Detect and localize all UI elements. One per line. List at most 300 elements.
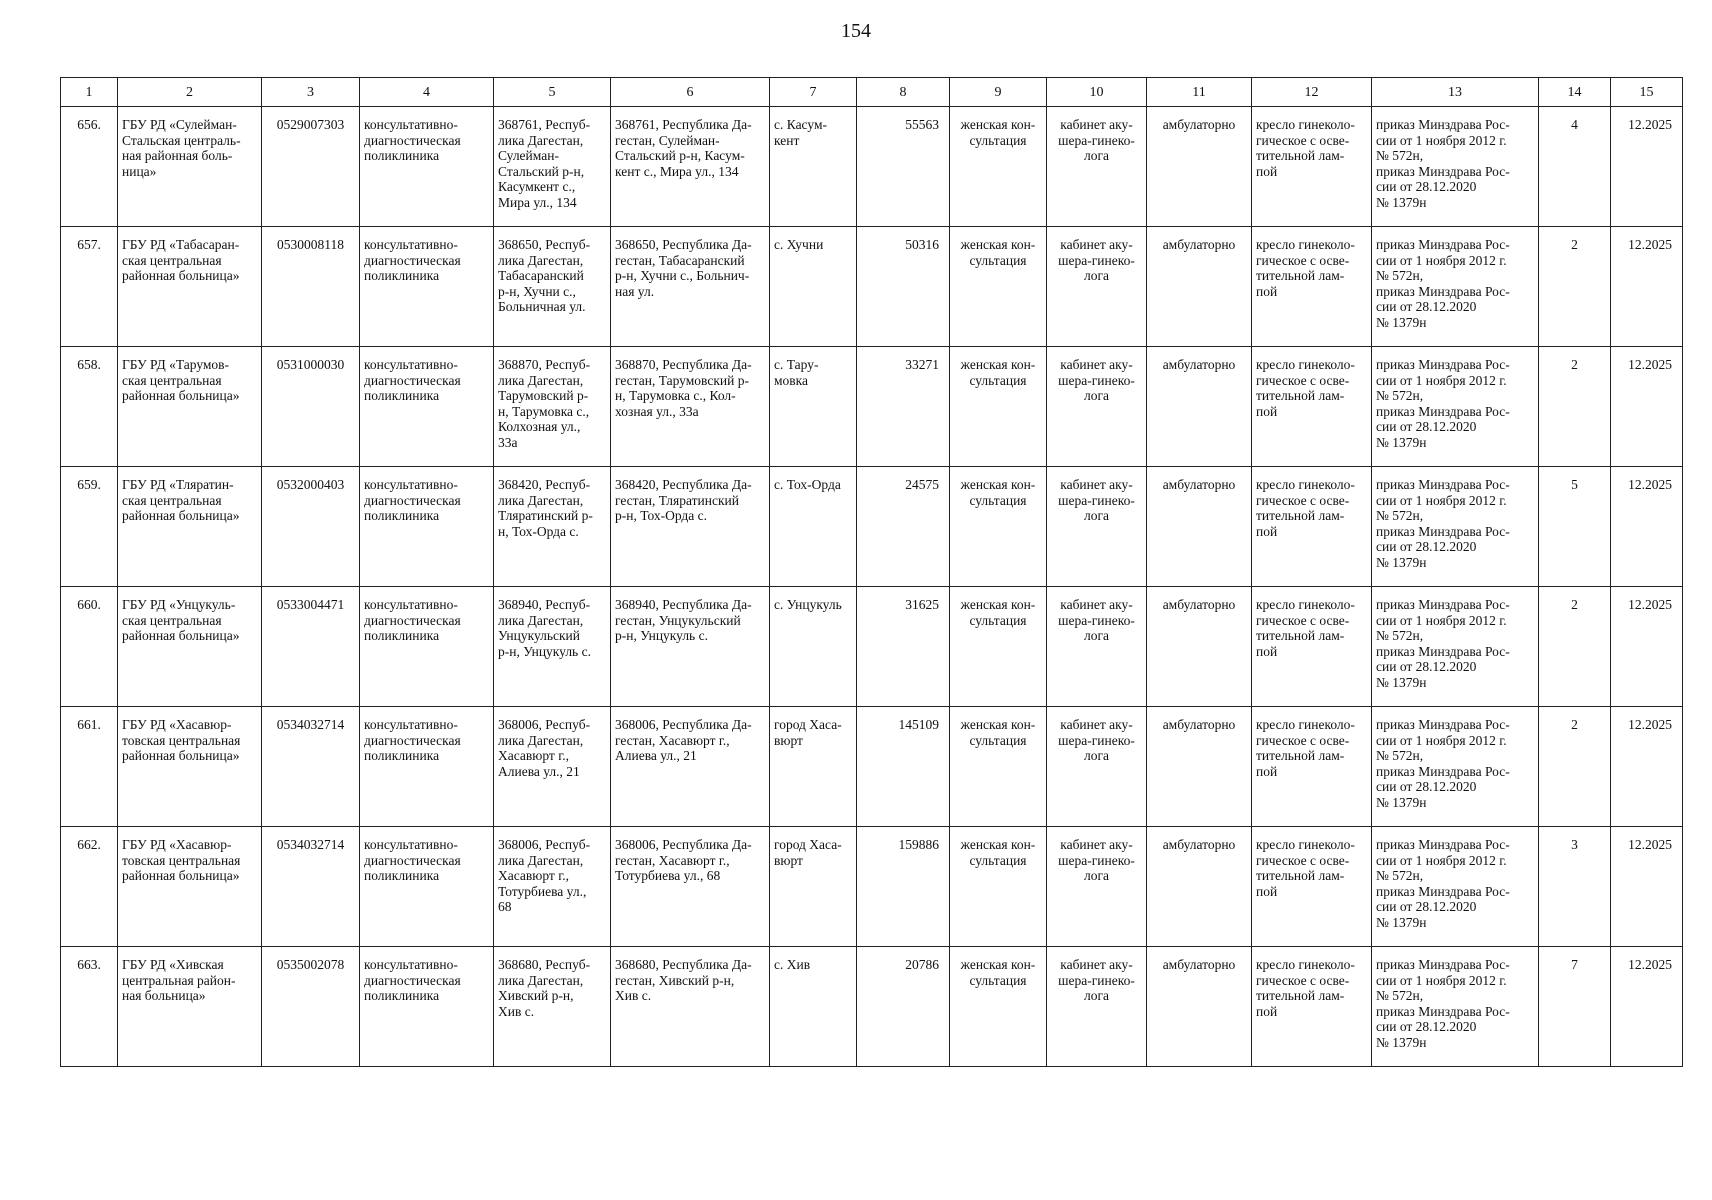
equipment-cell [1252,827,1372,947]
locality-cell-line: город Хаса- [774,837,842,852]
quantity-cell: 5 [1539,467,1611,587]
division-cell-line: женская кон- [960,597,1036,612]
organization-cell-line: ГБУ РД «Хасавюр- [122,717,232,732]
room-cell-line: кабинет аку- [1060,477,1133,492]
room-cell-line: шера-гинеко- [1058,132,1135,148]
population-cell: 20786 [857,947,950,1067]
date-cell: 12.2025 [1611,227,1683,347]
division-cell-line: женская кон- [960,237,1036,252]
equipment-cell [1252,947,1372,1067]
room-cell-line: лога [1083,748,1110,763]
actual-address-cell-line: р-н, Хучни с., Больнич- [615,268,750,283]
institution-type-cell-line: диагностическая [364,612,461,628]
locality-cell [770,107,857,227]
order-cell-line: приказ Минздрава Рос- [1376,117,1510,132]
division-cell-line: сультация [969,972,1027,988]
institution-type-cell-line: диагностическая [364,492,461,508]
population-cell: 159886 [857,827,950,947]
equipment-cell-line: кресло гинеколо- [1256,237,1355,252]
column-header-13: 13 [1372,78,1539,107]
legal-address-cell-line: Алиева ул., 21 [498,763,580,779]
division-cell-line: сультация [969,732,1027,748]
legal-address-cell-line: Больничная ул. [498,299,586,314]
quantity-cell: 2 [1539,707,1611,827]
equipment-cell [1252,227,1372,347]
legal-address-cell-line: Хивский р-н, [498,988,574,1003]
table-row [61,947,1683,1067]
room-cell [1047,467,1147,587]
legal-address-cell-line: 368680, Респуб- [498,957,591,972]
legal-address-cell-line: р-н, Хучни с., [498,283,576,299]
locality-cell [770,947,857,1067]
legal-address-cell-line: Сулейман- [498,148,559,163]
order-cell-line: № 572н, [1376,148,1424,163]
legal-address-cell [494,467,611,587]
division-cell [950,947,1047,1067]
code-cell: 0529007303 [262,107,360,227]
order-cell-line: сии от 28.12.2020 [1376,539,1477,554]
code-cell: 0531000030 [262,347,360,467]
room-cell-line: кабинет аку- [1060,597,1133,612]
institution-type-cell-line: поликлиника [364,988,440,1003]
organization-cell-line: ГБУ РД «Сулейман- [122,117,237,132]
equipment-cell [1252,707,1372,827]
equipment-cell-line: пой [1256,163,1278,179]
actual-address-cell-line: 368680, Республика Да- [615,957,752,972]
institution-type-cell-line: консультативно- [364,357,458,372]
room-cell-line: кабинет аку- [1060,237,1133,252]
room-cell-line: кабинет аку- [1060,837,1133,852]
legal-address-cell [494,227,611,347]
actual-address-cell-line: гестан, Хасавюрт г., [615,732,730,748]
legal-address-cell-line: н, Тарумовка с., [498,403,590,419]
population-cell: 50316 [857,227,950,347]
population-cell: 24575 [857,467,950,587]
order-cell-line: приказ Минздрава Рос- [1376,763,1510,779]
date-cell: 12.2025 [1611,467,1683,587]
legal-address-cell-line: Тотурбиева ул., [498,883,587,899]
room-cell-line: шера-гинеко- [1058,612,1135,628]
legal-address-cell-line: лика Дагестан, [498,732,584,748]
equipment-cell-line: гическое с осве- [1256,492,1350,508]
legal-address-cell-line: лика Дагестан, [498,972,584,988]
row-number-cell: 656. [61,107,118,227]
actual-address-cell [611,227,770,347]
institution-type-cell-line: поликлиника [364,268,440,283]
column-header-2: 2 [118,78,262,107]
room-cell-line: лога [1083,508,1110,523]
institution-type-cell [360,347,494,467]
order-cell-line: № 1379н [1376,674,1427,690]
actual-address-cell-line: хозная ул., 33а [615,403,699,419]
legal-address-cell-line: лика Дагестан, [498,132,584,148]
equipment-cell [1252,467,1372,587]
actual-address-cell-line: гестан, Хивский р-н, [615,972,735,988]
organization-cell-line: ница» [122,163,157,179]
column-header-6: 6 [611,78,770,107]
column-header-7: 7 [770,78,857,107]
actual-address-cell-line: 368940, Республика Да- [615,597,752,612]
legal-address-cell-line: Тляратинский р- [498,508,593,523]
equipment-cell [1252,587,1372,707]
institution-type-cell [360,947,494,1067]
order-cell-line: сии от 28.12.2020 [1376,899,1477,914]
order-cell-line: № 1379н [1376,314,1427,330]
locality-cell-line: с. Касум- [774,117,827,132]
order-cell-line: сии от 28.12.2020 [1376,1019,1477,1034]
order-cell-line: приказ Минздрава Рос- [1376,237,1510,252]
legal-address-cell [494,827,611,947]
actual-address-cell-line: гестан, Унцукульский [615,612,741,628]
actual-address-cell-line: 368006, Республика Да- [615,837,752,852]
conditions-cell: амбулаторно [1147,587,1252,707]
actual-address-cell-line: гестан, Тарумовский р- [615,372,749,388]
code-cell: 0535002078 [262,947,360,1067]
division-cell [950,227,1047,347]
equipment-cell-line: тительной лам- [1256,748,1345,763]
organization-cell-line: ская центральная [122,612,222,628]
table-row [61,347,1683,467]
legal-address-cell-line: 368940, Респуб- [498,597,591,612]
division-cell [950,827,1047,947]
order-cell-line: сии от 1 ноября 2012 г. [1376,132,1507,148]
date-cell: 12.2025 [1611,707,1683,827]
order-cell-line: сии от 28.12.2020 [1376,299,1477,314]
room-cell [1047,107,1147,227]
table-row [61,827,1683,947]
organization-cell-line: ГБУ РД «Тарумов- [122,357,230,372]
order-cell-line: № 572н, [1376,748,1424,763]
equipment-cell-line: гическое с осве- [1256,612,1350,628]
institution-type-cell-line: диагностическая [364,252,461,268]
actual-address-cell-line: р-н, Тох-Орда с. [615,508,708,523]
conditions-cell: амбулаторно [1147,707,1252,827]
row-number-cell: 660. [61,587,118,707]
institution-type-cell-line: поликлиника [364,628,440,643]
room-cell-line: лога [1083,148,1110,163]
order-cell-line: приказ Минздрава Рос- [1376,837,1510,852]
organization-cell [118,467,262,587]
room-cell-line: лога [1083,868,1110,883]
legal-address-cell-line: 368650, Респуб- [498,237,591,252]
row-number-cell: 659. [61,467,118,587]
organization-cell-line: ГБУ РД «Табасаран- [122,237,240,252]
organization-cell-line: ГБУ РД «Хасавюр- [122,837,232,852]
institution-type-cell-line: поликлиника [364,868,440,883]
order-cell [1372,587,1539,707]
legal-address-cell [494,587,611,707]
organization-cell-line: районная больница» [122,268,240,283]
order-cell-line: приказ Минздрава Рос- [1376,403,1510,419]
actual-address-cell-line: Стальский р-н, Касум- [615,148,745,163]
quantity-cell: 4 [1539,107,1611,227]
order-cell-line: приказ Минздрава Рос- [1376,283,1510,299]
actual-address-cell-line: 368761, Республика Да- [615,117,752,132]
order-cell-line: сии от 1 ноября 2012 г. [1376,612,1507,628]
conditions-cell: амбулаторно [1147,827,1252,947]
column-header-9: 9 [950,78,1047,107]
actual-address-cell [611,587,770,707]
room-cell-line: кабинет аку- [1060,717,1133,732]
legal-address-cell-line: Хасавюрт г., [498,868,569,883]
organization-cell-line: районная больница» [122,628,240,643]
equipment-cell-line: гическое с осве- [1256,852,1350,868]
room-cell [1047,587,1147,707]
order-cell [1372,347,1539,467]
actual-address-cell-line: Хив с. [615,988,652,1003]
equipment-cell-line: кресло гинеколо- [1256,837,1355,852]
locality-cell [770,227,857,347]
legal-address-cell-line: 368006, Респуб- [498,717,591,732]
quantity-cell: 2 [1539,587,1611,707]
order-cell-line: № 1379н [1376,794,1427,810]
order-cell [1372,467,1539,587]
institution-type-cell [360,827,494,947]
organization-cell-line: ная больница» [122,988,206,1003]
actual-address-cell [611,947,770,1067]
organization-cell [118,227,262,347]
order-cell-line: сии от 28.12.2020 [1376,419,1477,434]
table-row [61,227,1683,347]
legal-address-cell-line: Касумкент с., [498,179,576,194]
order-cell-line: № 1379н [1376,554,1427,570]
division-cell-line: сультация [969,612,1027,628]
conditions-cell: амбулаторно [1147,107,1252,227]
column-header-11: 11 [1147,78,1252,107]
legal-address-cell-line: Хив с. [498,1003,535,1019]
actual-address-cell [611,827,770,947]
actual-address-cell-line: ная ул. [615,283,655,299]
column-header-4: 4 [360,78,494,107]
order-cell-line: приказ Минздрава Рос- [1376,357,1510,372]
institution-type-cell-line: диагностическая [364,852,461,868]
legal-address-cell [494,707,611,827]
division-cell-line: сультация [969,132,1027,148]
date-cell: 12.2025 [1611,947,1683,1067]
room-cell-line: шера-гинеко- [1058,852,1135,868]
room-cell-line: лога [1083,988,1110,1003]
column-header-12: 12 [1252,78,1372,107]
column-header-3: 3 [262,78,360,107]
organization-cell-line: Стальская централь- [122,132,241,148]
locality-cell-line: кент [774,132,800,148]
room-cell-line: кабинет аку- [1060,957,1133,972]
equipment-cell-line: пой [1256,283,1278,299]
equipment-cell [1252,347,1372,467]
conditions-cell: амбулаторно [1147,347,1252,467]
order-cell-line: № 572н, [1376,388,1424,403]
room-cell [1047,707,1147,827]
order-cell-line: приказ Минздрава Рос- [1376,717,1510,732]
order-cell-line: № 1379н [1376,434,1427,450]
division-cell [950,347,1047,467]
organization-cell-line: ская центральная [122,252,222,268]
date-cell: 12.2025 [1611,347,1683,467]
equipment-cell-line: пой [1256,1003,1278,1019]
division-cell-line: сультация [969,372,1027,388]
legal-address-cell-line: лика Дагестан, [498,852,584,868]
locality-cell-line: мовка [774,372,809,388]
organization-cell [118,347,262,467]
table-header-row [61,78,1683,107]
locality-cell [770,587,857,707]
column-header-10: 10 [1047,78,1147,107]
legal-address-cell [494,107,611,227]
equipment-cell-line: кресло гинеколо- [1256,717,1355,732]
locality-cell-line: вюрт [774,732,803,748]
division-cell-line: женская кон- [960,837,1036,852]
room-cell-line: шера-гинеко- [1058,252,1135,268]
quantity-cell: 7 [1539,947,1611,1067]
institution-type-cell-line: поликлиника [364,748,440,763]
legal-address-cell-line: 368761, Респуб- [498,117,591,132]
institution-type-cell-line: консультативно- [364,837,458,852]
order-cell-line: № 1379н [1376,914,1427,930]
division-cell [950,107,1047,227]
institution-type-cell-line: консультативно- [364,597,458,612]
order-cell-line: № 572н, [1376,508,1424,523]
organization-cell [118,707,262,827]
conditions-cell: амбулаторно [1147,467,1252,587]
legal-address-cell-line: Унцукульский [498,628,580,643]
column-header-15: 15 [1611,78,1683,107]
actual-address-cell-line: кент с., Мира ул., 134 [615,163,739,179]
equipment-cell-line: тительной лам- [1256,628,1345,643]
institution-type-cell [360,467,494,587]
equipment-cell-line: гическое с осве- [1256,732,1350,748]
legal-address-cell-line: лика Дагестан, [498,372,584,388]
equipment-cell-line: тительной лам- [1256,508,1345,523]
locality-cell-line: с. Тару- [774,357,819,372]
actual-address-cell [611,707,770,827]
order-cell-line: № 572н, [1376,628,1424,643]
page-number: 154 [841,20,871,42]
order-cell-line: сии от 1 ноября 2012 г. [1376,852,1507,868]
legal-address-cell [494,347,611,467]
order-cell [1372,707,1539,827]
actual-address-cell-line: 368006, Республика Да- [615,717,752,732]
division-cell-line: сультация [969,852,1027,868]
division-cell [950,467,1047,587]
room-cell-line: шера-гинеко- [1058,972,1135,988]
code-cell: 0533004471 [262,587,360,707]
equipment-cell-line: пой [1256,883,1278,899]
organization-cell-line: районная больница» [122,868,240,883]
institution-type-cell-line: консультативно- [364,237,458,252]
order-cell-line: приказ Минздрава Рос- [1376,477,1510,492]
column-header-5: 5 [494,78,611,107]
table-row [61,107,1683,227]
room-cell [1047,227,1147,347]
division-cell [950,707,1047,827]
order-cell [1372,827,1539,947]
organization-cell-line: районная больница» [122,748,240,763]
row-number-cell: 663. [61,947,118,1067]
code-cell: 0530008118 [262,227,360,347]
legal-address-cell-line: лика Дагестан, [498,492,584,508]
actual-address-cell-line: гестан, Хасавюрт г., [615,852,730,868]
legal-address-cell-line: Стальский р-н, [498,163,585,179]
division-cell-line: сультация [969,252,1027,268]
legal-address-cell-line: Табасаранский [498,268,584,283]
column-header-1: 1 [61,78,118,107]
equipment-cell-line: тительной лам- [1256,268,1345,283]
order-cell-line: № 572н, [1376,868,1424,883]
order-cell-line: сии от 28.12.2020 [1376,659,1477,674]
order-cell-line: приказ Минздрава Рос- [1376,957,1510,972]
equipment-cell-line: пой [1256,763,1278,779]
institution-type-cell [360,707,494,827]
division-cell-line: женская кон- [960,357,1036,372]
row-number-cell: 657. [61,227,118,347]
actual-address-cell [611,467,770,587]
organization-cell [118,587,262,707]
actual-address-cell-line: 368870, Республика Да- [615,357,752,372]
table-body [61,107,1683,1067]
actual-address-cell-line: Алиева ул., 21 [615,748,697,763]
room-cell-line: шера-гинеко- [1058,732,1135,748]
actual-address-cell [611,347,770,467]
legal-address-cell-line: 33а [498,434,518,450]
equipment-cell-line: тительной лам- [1256,388,1345,403]
organization-cell-line: товская центральная [122,852,241,868]
actual-address-cell [611,107,770,227]
legal-address-cell-line: лика Дагестан, [498,252,584,268]
organization-cell-line: ГБУ РД «Хивская [122,957,224,972]
code-cell: 0532000403 [262,467,360,587]
column-header-14: 14 [1539,78,1611,107]
room-cell-line: лога [1083,268,1110,283]
conditions-cell: амбулаторно [1147,947,1252,1067]
equipment-table [60,77,1683,1067]
organization-cell-line: районная больница» [122,508,240,523]
institution-type-cell-line: консультативно- [364,117,458,132]
equipment-cell-line: кресло гинеколо- [1256,477,1355,492]
order-cell-line: приказ Минздрава Рос- [1376,163,1510,179]
legal-address-cell-line: р-н, Унцукуль с. [498,643,591,659]
population-cell: 33271 [857,347,950,467]
equipment-cell-line: тительной лам- [1256,148,1345,163]
equipment-cell-line: кресло гинеколо- [1256,597,1355,612]
locality-cell [770,827,857,947]
organization-cell-line: ГБУ РД «Тляратин- [122,477,234,492]
population-cell: 145109 [857,707,950,827]
row-number-cell: 662. [61,827,118,947]
order-cell-line: сии от 1 ноября 2012 г. [1376,732,1507,748]
order-cell-line: приказ Минздрава Рос- [1376,883,1510,899]
organization-cell-line: ская центральная [122,372,222,388]
row-number-cell: 658. [61,347,118,467]
order-cell-line: сии от 1 ноября 2012 г. [1376,372,1507,388]
organization-cell [118,107,262,227]
legal-address-cell [494,947,611,1067]
order-cell-line: № 1379н [1376,1034,1427,1050]
institution-type-cell-line: диагностическая [364,732,461,748]
actual-address-cell-line: н, Тарумовка с., Кол- [615,388,736,403]
table-row [61,707,1683,827]
date-cell: 12.2025 [1611,587,1683,707]
actual-address-cell-line: гестан, Тляратинский [615,492,739,508]
locality-cell-line: город Хаса- [774,717,842,732]
order-cell-line: № 572н, [1376,268,1424,283]
legal-address-cell-line: 368870, Респуб- [498,357,591,372]
order-cell-line: № 572н, [1376,988,1424,1003]
equipment-cell-line: кресло гинеколо- [1256,357,1355,372]
row-number-cell: 661. [61,707,118,827]
room-cell [1047,947,1147,1067]
locality-cell [770,347,857,467]
organization-cell-line: ская центральная [122,492,222,508]
